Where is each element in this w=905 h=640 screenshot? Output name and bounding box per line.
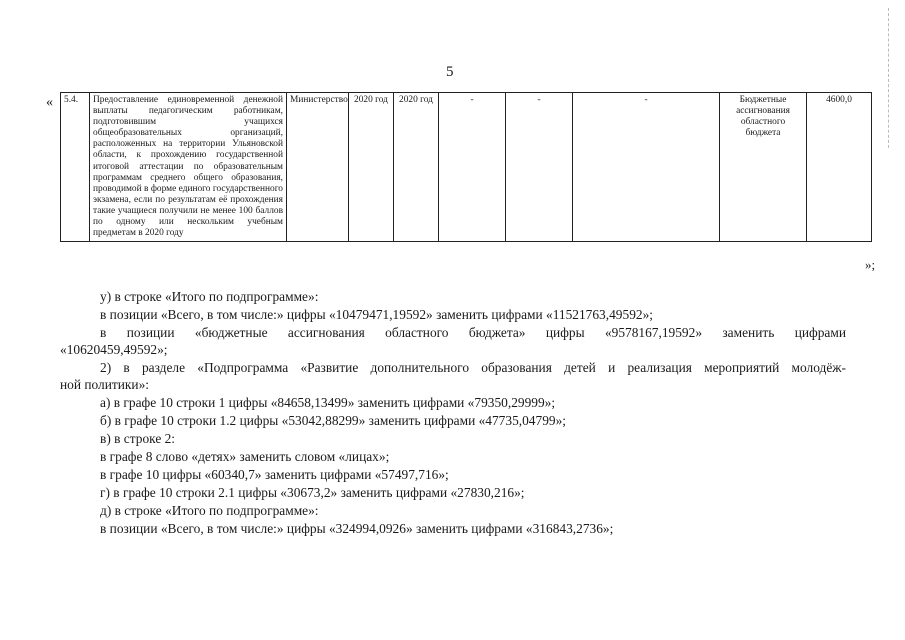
text-line-8: б) в графе 10 строки 1.2 цифры «53042,88299» заменить цифрами «47735,04799»;: [100, 413, 567, 428]
row-number-cell: 5.4.: [61, 93, 90, 242]
text-line-2: в позиции «Всего, в том числе:» цифры «10479471,19592» заменить цифрами «11521763,49592»;: [100, 307, 653, 322]
text-line-9: в) в строке 2:: [100, 431, 176, 446]
table-row: [61, 93, 872, 242]
closing-quote: »;: [865, 257, 876, 272]
page-number: 5: [446, 64, 454, 80]
year-end-cell: 2020 год: [394, 93, 439, 242]
year-start-cell: 2020 год: [349, 93, 394, 242]
scan-margin-marks: [888, 8, 895, 148]
text-line-12: г) в графе 10 строки 2.1 цифры «30673,2» заменить цифрами «27830,216»;: [100, 485, 525, 500]
indicator-cell: -: [439, 93, 506, 242]
budget-table: [60, 92, 872, 242]
funding-source-cell: Бюджетные ассигнования областного бюджета: [720, 93, 807, 242]
text-line-1: у) в строке «Итого по подпрограмме»:: [100, 289, 319, 304]
text-line-4: «10620459,49592»;: [60, 342, 168, 357]
indicator-value-cell: -: [506, 93, 573, 242]
note-cell: -: [573, 93, 720, 242]
description-cell: Предоставление единовременной денежной выплаты педагогическим работникам, подготовившим учащихся общеобразовательных организаций, расположенных на территории Ульяновской области, к прохождению государственной итоговой аттестации по образовательным программам среднего общего образования, проводимой в форме единого государственного экзамена, если по результатам её прохождения такие учащиеся получили не менее 100 баллов по одному или нескольким учебным предметам в 2020 году: [90, 93, 287, 242]
text-line-13: д) в строке «Итого по подпрограмме»:: [100, 503, 319, 518]
text-line-11: в графе 10 цифры «60340,7» заменить цифрами «57497,716»;: [100, 467, 449, 482]
amount-cell: 4600,0: [807, 93, 872, 242]
text-line-10: в графе 8 слово «детях» заменить словом «лицах»;: [100, 449, 390, 464]
text-line-6: ной политики»:: [60, 377, 150, 392]
text-line-5: 2) в разделе «Подпрограмма «Развитие дополнительного образования детей и реализация мероприятий молодёж-: [100, 360, 846, 375]
text-line-14: в позиции «Всего, в том числе:» цифры «324994,0926» заменить цифрами «316843,2736»;: [100, 521, 614, 536]
text-line-3: в позиции «бюджетные ассигнования областного бюджета» цифры «9578167,19592» заменить цифрами: [100, 325, 846, 340]
text-line-7: а) в графе 10 строки 1 цифры «84658,13499» заменить цифрами «79350,29999»;: [100, 395, 556, 410]
opening-quote: «: [46, 95, 53, 110]
executor-cell: Министерство: [287, 93, 349, 242]
